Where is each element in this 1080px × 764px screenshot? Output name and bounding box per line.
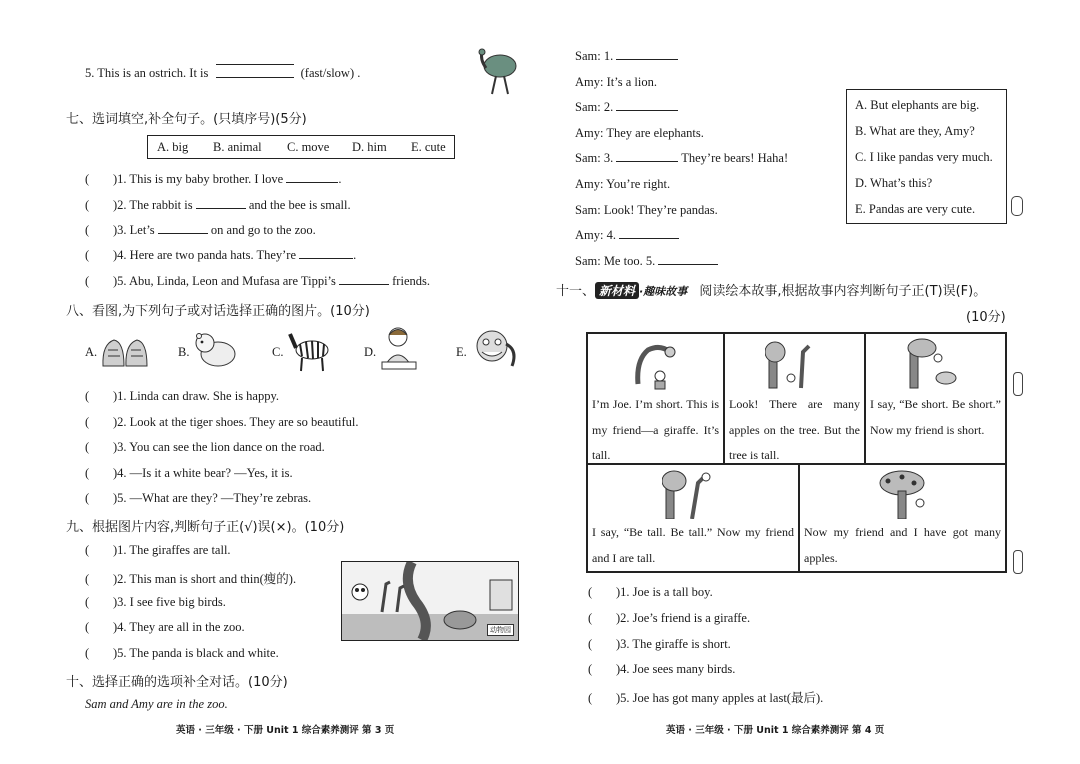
section-7-title: 七、选词填空,补全句子。(只填序号)(5分) (66, 112, 307, 127)
zoo-scene-image (341, 561, 519, 641)
story-grid (586, 332, 1007, 573)
pic-label-a: A. (85, 345, 98, 359)
answer-blank[interactable] (616, 161, 678, 162)
story-panel-1 (587, 333, 724, 464)
story-text-1: I’m Joe. I’m short. This is my friend—a giraffe. It’s tall. (592, 397, 719, 462)
word-options-box (147, 135, 455, 159)
binding-hole-mark (1011, 196, 1023, 216)
s7-item-5: ( )5. Abu, Linda, Leon and Mufasa are Tippi’s friends. (85, 274, 430, 288)
white-bear-icon (192, 330, 238, 370)
story-text-4: I say, “Be tall. Be tall.” Now my friend and I are tall. (592, 525, 794, 565)
s10-intro: Sam and Amy are in the zoo. (85, 697, 228, 711)
dialogue-line-2: Amy: It’s a lion. (575, 75, 657, 89)
pic-label-c: C. (272, 345, 284, 359)
choice-c: C. I like pandas very much. (855, 150, 993, 164)
answer-blank[interactable] (158, 233, 208, 234)
q5-line: 5. This is an ostrich. It is (fast/slow) . (85, 66, 360, 82)
tiger-shoes-icon (100, 330, 150, 372)
option-c: C. move (287, 140, 330, 154)
short-giraffe-icon (906, 338, 966, 390)
section-8-title: 八、看图,为下列句子或对话选择正确的图片。(10分) (66, 304, 370, 319)
option-e: E. cute (411, 140, 446, 154)
choice-a: A. But elephants are big. (855, 98, 980, 112)
dialogue-line-1: Sam: 1. (575, 49, 678, 64)
right-footer: 英语 · 三年级 · 下册 Unit 1 综合素养测评 第 4 页 (666, 725, 885, 736)
s9-item-2: ( )2. This man is short and thin(瘦的). (85, 572, 297, 586)
ostrich-icon (470, 48, 522, 96)
choice-b: B. What are they, Amy? (855, 124, 975, 138)
binding-hole-mark (1013, 372, 1023, 396)
s11-item-1: ( )1. Joe is a tall boy. (588, 585, 713, 599)
s8-item-1: ( )1. Linda can draw. She is happy. (85, 389, 280, 403)
dialogue-line-5: Sam: 3. They’re bears! Haha! (575, 151, 789, 165)
story-panel-4 (587, 464, 799, 572)
story-panel-3 (865, 333, 1006, 464)
girl-drawing-icon (378, 324, 420, 372)
answer-blank[interactable] (658, 264, 718, 265)
dialogue-line-9: Sam: Me too. 5. (575, 254, 718, 269)
section-10-title: 十、选择正确的选项补全对话。(10分) (66, 675, 288, 690)
story-text-2: Look! There are many apples on the tree. But the tree is tall. (729, 397, 860, 462)
apple-tree-icon (765, 338, 825, 390)
lion-dance-icon (470, 326, 520, 372)
s8-item-4: ( )4. —Is it a white bear? —Yes, it is. (85, 466, 293, 480)
s7-item-1: ( )1. This is my baby brother. I love . (85, 172, 342, 186)
zebras-icon (286, 326, 334, 374)
s9-item-4: ( )4. They are all in the zoo. (85, 620, 245, 634)
dialogue-choices-box (846, 89, 1007, 224)
s8-item-3: ( )3. You can see the lion dance on the road. (85, 440, 325, 454)
dialogue-line-7: Sam: Look! They’re pandas. (575, 203, 718, 217)
pic-label-b: B. (178, 345, 190, 359)
answer-blank[interactable] (299, 258, 353, 259)
s7-item-3: ( )3. Let’s on and go to the zoo. (85, 223, 316, 237)
option-b: B. animal (213, 140, 262, 154)
story-text-3: I say, “Be short. Be short.” Now my friend is short. (870, 397, 1001, 437)
left-footer: 英语 · 三年级 · 下册 Unit 1 综合素养测评 第 3 页 (176, 725, 395, 736)
s9-item-1: ( )1. The giraffes are tall. (85, 543, 231, 557)
s7-item-4: ( )4. Here are two panda hats. They’re . (85, 248, 357, 262)
s11-item-2: ( )2. Joe’s friend is a giraffe. (588, 611, 751, 625)
s11-item-4: ( )4. Joe sees many birds. (588, 662, 736, 676)
dialogue-line-6: Amy: You’re right. (575, 177, 671, 191)
new-material-badge: 新材料 (595, 282, 639, 299)
story-panel-5 (799, 464, 1006, 572)
dialogue-line-8: Amy: 4. (575, 228, 679, 243)
s8-item-2: ( )2. Look at the tiger shoes. They are so beautiful. (85, 415, 359, 429)
q5-double-blank[interactable] (216, 62, 294, 78)
s7-item-2: ( )2. The rabbit is and the bee is small. (85, 198, 351, 212)
s11-item-5: ( )5. Joe has got many apples at last(最后). (588, 691, 824, 705)
choice-e: E. Pandas are very cute. (855, 202, 976, 216)
story-text-5: Now my friend and I have got many apples. (804, 525, 1001, 565)
answer-blank[interactable] (339, 284, 389, 285)
giraffe-and-boy-icon (630, 340, 686, 390)
answer-blank[interactable] (286, 182, 338, 183)
option-d: D. him (352, 140, 387, 154)
section-11-points: (10分) (966, 310, 1006, 325)
pic-label-d: D. (364, 345, 377, 359)
section-9-title: 九、根据图片内容,判断句子正(√)误(×)。(10分) (66, 520, 345, 535)
s11-item-3: ( )3. The giraffe is short. (588, 637, 731, 651)
zoo-sign: 动物园 (487, 624, 514, 636)
got-apples-icon (872, 469, 932, 519)
answer-blank[interactable] (616, 110, 678, 111)
tall-giraffe-boy-icon (662, 469, 722, 519)
answer-blank[interactable] (619, 238, 679, 239)
option-a: A. big (157, 140, 189, 154)
pic-label-e: E. (456, 345, 467, 359)
s9-item-5: ( )5. The panda is black and white. (85, 646, 279, 660)
story-panel-2 (724, 333, 865, 464)
s8-item-5: ( )5. —What are they? —They’re zebras. (85, 491, 312, 505)
answer-blank[interactable] (616, 59, 678, 60)
binding-hole-mark (1013, 550, 1023, 574)
s9-item-3: ( )3. I see five big birds. (85, 595, 226, 609)
dialogue-line-4: Amy: They are elephants. (575, 126, 704, 140)
dialogue-line-3: Sam: 2. (575, 100, 678, 115)
choice-d: D. What’s this? (855, 176, 933, 190)
section-11-title: 十一、 新材料 ·趣味故事 阅读绘本故事,根据故事内容判断句子正(T)误(F)。 (556, 284, 987, 299)
answer-blank[interactable] (196, 208, 246, 209)
